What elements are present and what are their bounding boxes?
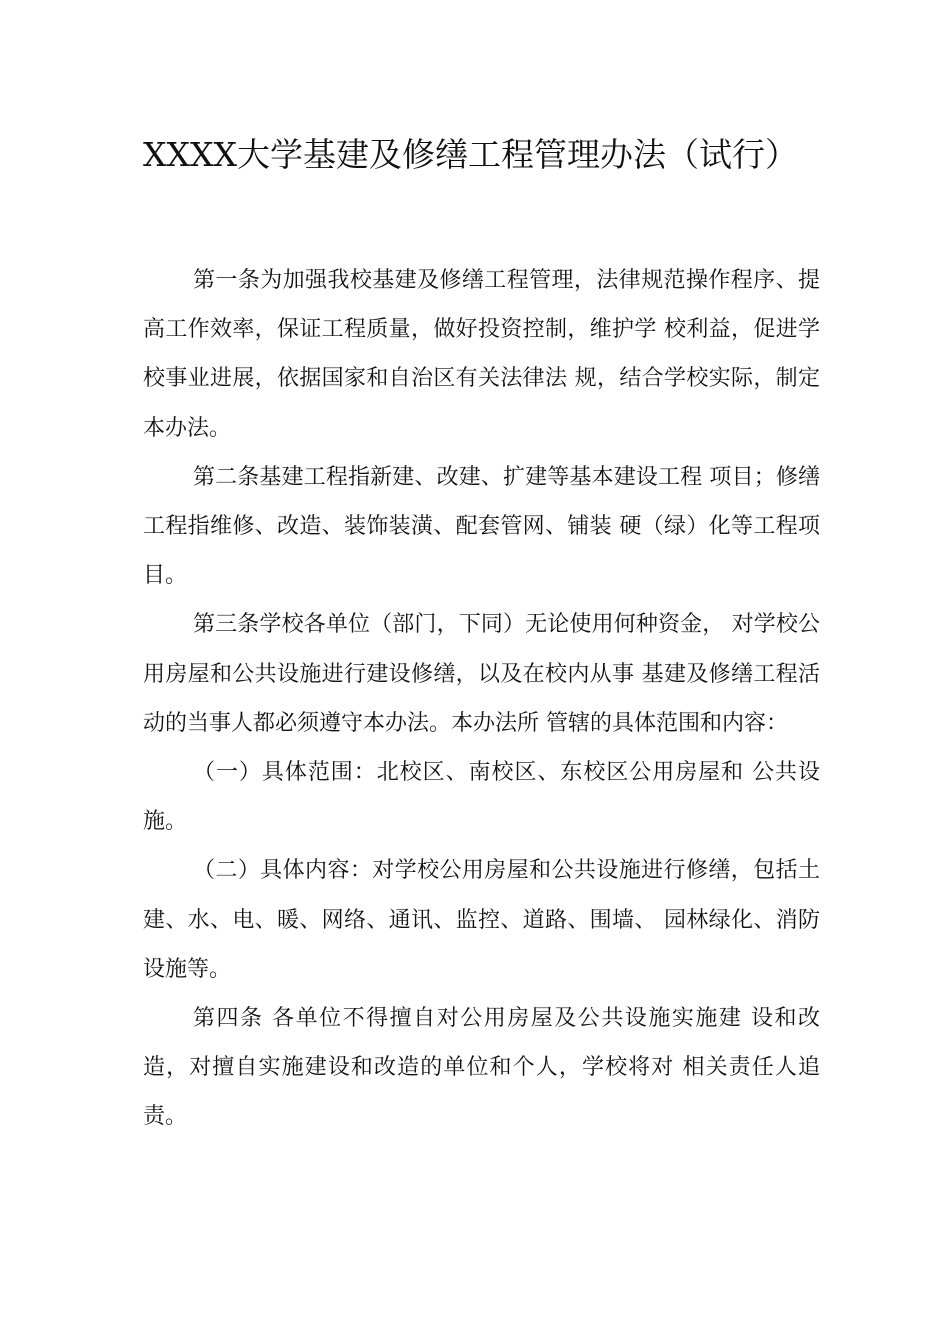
document-title: XXXX大学基建及修缮工程管理办法（试行） bbox=[143, 135, 798, 174]
article-4-paragraph: 第四条 各单位不得擅自对公用房屋及公共设施实施建 设和改造，对擅自实施建设和改造的单位和个人，学校将对 相关责任人追责。 bbox=[143, 1006, 820, 1130]
content-item-paragraph: （二）具体内容：对学校公用房屋和公共设施进行修缮，包括土建、水、电、暖、网络、通讯、监控、道路、围墙、 园林绿化、消防设施等。 bbox=[143, 858, 820, 982]
article-3-paragraph: 第三条学校各单位（部门，下同）无论使用何种资金， 对学校公用房屋和公共设施进行建设修缮，以及在校内从事 基建及修缮工程活动的当事人都必须遵守本办法。本办法所 管辖的具体范围和内容： bbox=[143, 612, 820, 736]
document-body bbox=[143, 256, 820, 1142]
article-2-paragraph: 第二条基建工程指新建、改建、扩建等基本建设工程 项目；修缮工程指维修、改造、装饰装潢、配套管网、铺装 硬（绿）化等工程项目。 bbox=[143, 464, 820, 589]
scope-item-paragraph: （一）具体范围：北校区、南校区、东校区公用房屋和 公共设施。 bbox=[143, 760, 820, 835]
article-1-paragraph: 第一条为加强我校基建及修缮工程管理，法律规范操作程序、提高工作效率，保证工程质量，做好投资控制，维护学 校利益，促进学校事业进展，依据国家和自治区有关法律法 规，结合学校实际，制定本办法。 bbox=[143, 268, 820, 441]
